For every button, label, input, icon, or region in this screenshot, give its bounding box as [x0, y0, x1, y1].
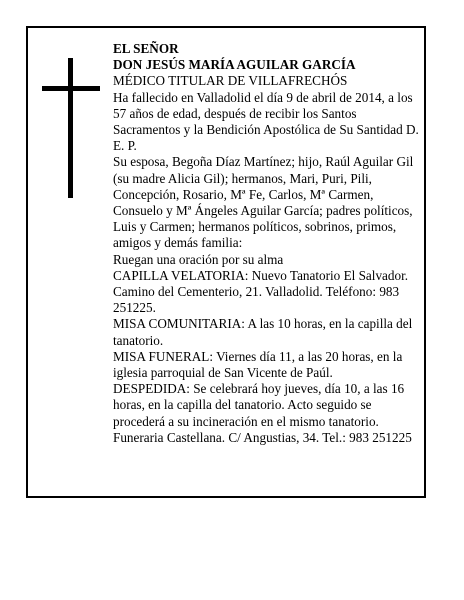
prayer-request: Ruegan una oración por su alma [113, 251, 284, 267]
obituary-notice [26, 26, 426, 498]
misa-funeral: MISA FUNERAL: Viernes día 11, a las 20 horas, en la iglesia parroquial de San Vicente de Paúl. [113, 348, 403, 381]
despedida: DESPEDIDA: Se celebrará hoy jueves, día 10, a las 16 horas, en la capilla del tanatorio. Acto seguido se procederá a su incineración en el mismo tanatorio. [113, 381, 405, 429]
cross-horizontal-bar [42, 86, 100, 91]
misa-comunitaria: MISA COMUNITARIA: A las 10 horas, en la capilla del tanatorio. [113, 316, 413, 348]
deceased-title: MÉDICO TITULAR DE VILLAFRECHÓS [113, 73, 348, 89]
deceased-name: DON JESÚS MARÍA AGUILAR GARCÍA [113, 57, 356, 73]
family-list: Su esposa, Begoña Díaz Martínez; hijo, Raúl Aguilar Gil (su madre Alicia Gil); hermanos, Mari, Puri, Pili, Concepción, Rosario, Mª Fe, Carlos, Mª Carmen, Consuelo y Mª Ángeles Aguilar García; padres políticos, Luis y Carmen; hermanos políticos, sobrinos, primos, amigos y demás familia: [113, 154, 414, 251]
obituary-text [113, 41, 419, 446]
cross-vertical-bar [68, 58, 73, 198]
cross-icon [42, 58, 100, 198]
capilla-velatoria: CAPILLA VELATORIA: Nuevo Tanatorio El Salvador. Camino del Cementerio, 21. Valladolid. Teléfono: 983 251225. [113, 267, 409, 316]
heading-el-senor: EL SEÑOR [113, 41, 179, 56]
funeral-home: Funeraria Castellana. C/ Angustias, 34. Tel.: 983 251225 [113, 429, 412, 445]
death-announcement: Ha fallecido en Valladolid el día 9 de abril de 2014, a los 57 años de edad, después de recibir los Santos Sacramentos y la Bendición Apostólica de Su Santidad D. E. P. [113, 89, 419, 154]
